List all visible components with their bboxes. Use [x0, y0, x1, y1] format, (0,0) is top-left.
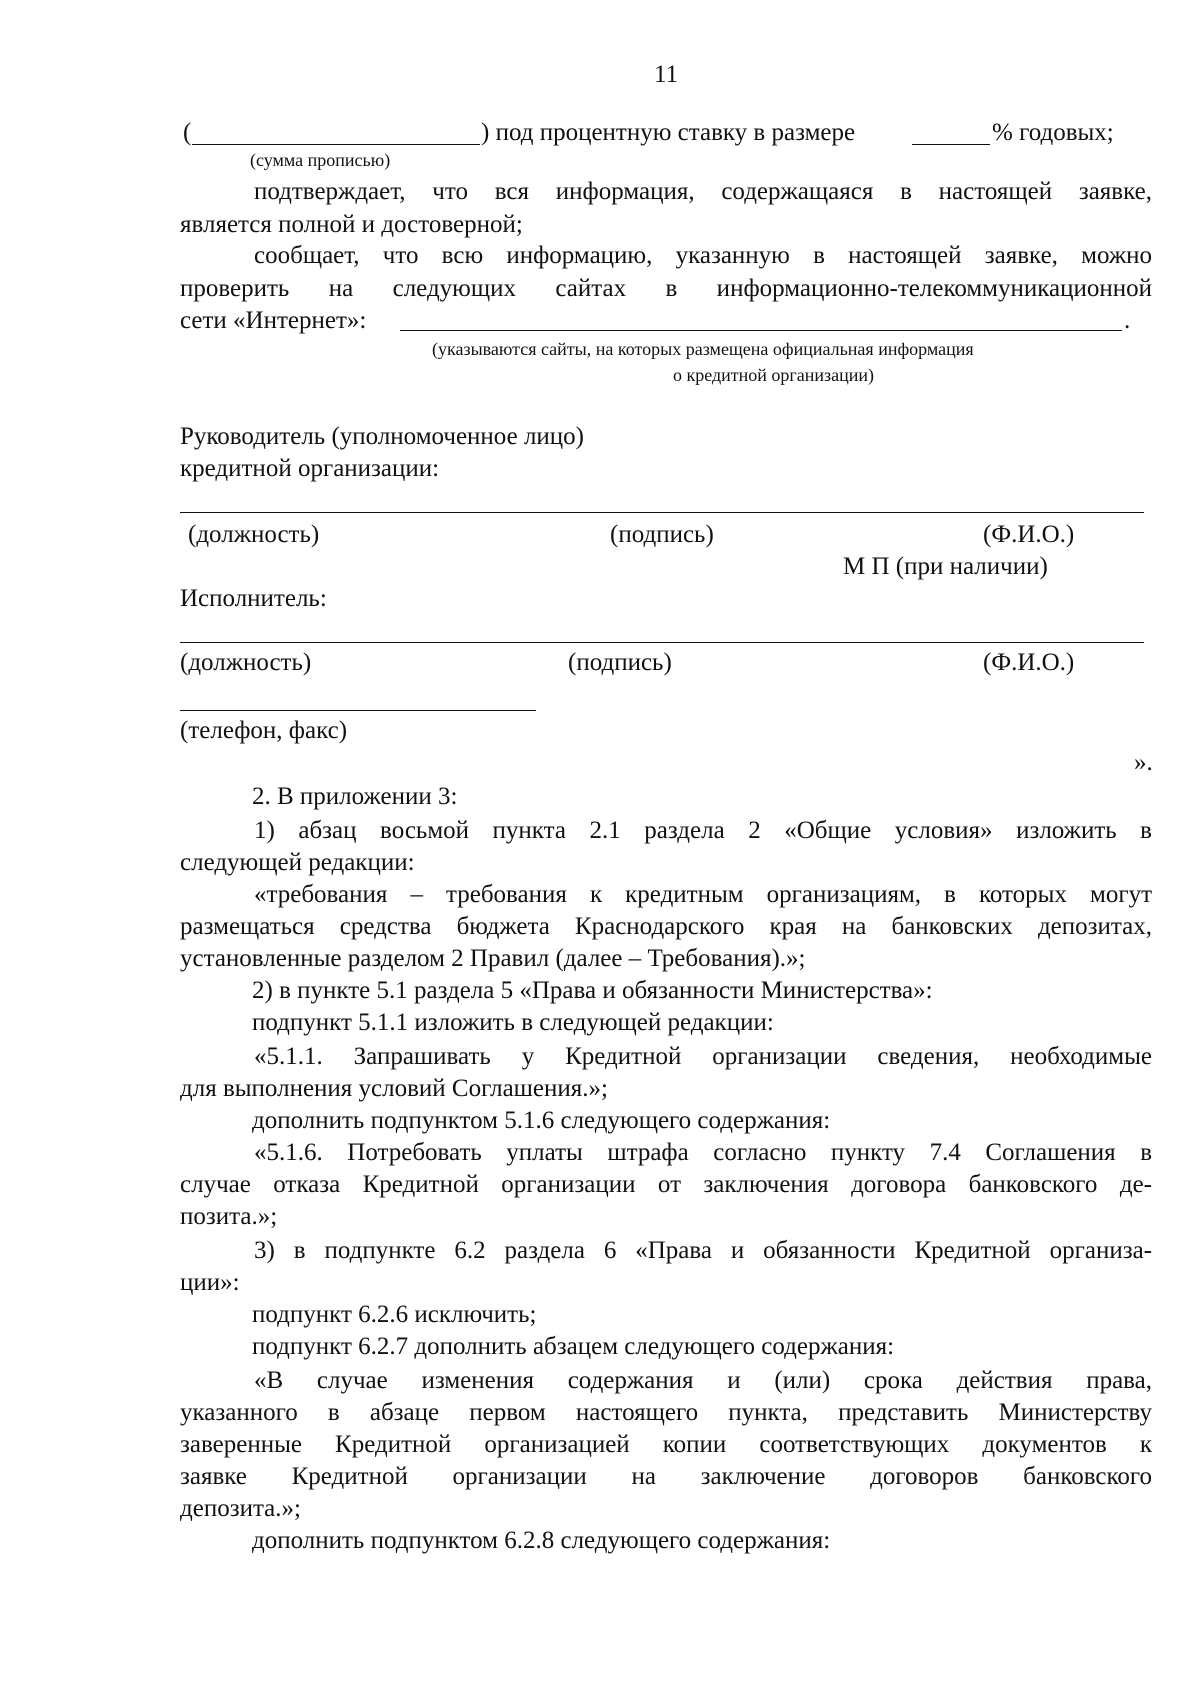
- item-1-line-2: следующей редакции:: [180, 849, 415, 876]
- executor-position-caption: (должность): [180, 649, 312, 676]
- item-3-line-1: 3) в подпункте 6.2 раздела 6 «Права и обязанности Кредитной организа-: [254, 1237, 1152, 1264]
- percent-text: % годовых;: [992, 119, 1114, 146]
- stamp-caption: М П (при наличии): [843, 553, 1048, 580]
- subitem-6-2-7-line-5: депозита.»;: [180, 1495, 301, 1522]
- item-1-line-1: 1) абзац восьмой пункта 2.1 раздела 2 «Общие условия» изложить в: [254, 817, 1152, 844]
- subitem-6-2-8-intro: дополнить подпунктом 6.2.8 следующего содержания:: [252, 1527, 831, 1554]
- head-title-2: кредитной организации:: [180, 455, 440, 482]
- sites-blank-line[interactable]: [400, 330, 1122, 331]
- subitem-5-1-1-intro: подпункт 5.1.1 изложить в следующей редакции:: [252, 1009, 774, 1036]
- subitem-5-1-1-line-2: для выполнения условий Соглашения.»;: [180, 1075, 608, 1102]
- sites-caption-1: (указываются сайты, на которых размещена официальная информация: [432, 339, 974, 359]
- confirm-line-1: подтверждает, что вся информация, содержащаяся в настоящей заявке,: [254, 178, 1152, 205]
- subitem-5-1-1-line-1: «5.1.1. Запрашивать у Кредитной организации сведения, необходимые: [254, 1043, 1152, 1070]
- report-line-1: сообщает, что всю информацию, указанную в настоящей заявке, можно: [254, 242, 1152, 269]
- rate-text: ) под процентную ставку в размере: [481, 119, 856, 146]
- amount-blank-line[interactable]: [192, 144, 480, 145]
- report-line-2: проверить на следующих сайтах в информационно-телекоммуникационной: [180, 275, 1152, 302]
- phone-line[interactable]: [180, 710, 536, 711]
- subitem-5-1-6-line-2: случае отказа Кредитной организации от заключения договора банковского де-: [180, 1171, 1152, 1198]
- report-end-dot: .: [1124, 307, 1131, 334]
- subitem-6-2-7-intro: подпункт 6.2.7 дополнить абзацем следующего содержания:: [252, 1333, 895, 1360]
- head-sign-caption: (подпись): [610, 521, 714, 548]
- report-line-3: сети «Интернет»:: [180, 307, 367, 334]
- subitem-5-1-6-intro: дополнить подпунктом 5.1.6 следующего содержания:: [252, 1107, 831, 1134]
- sites-caption-2: о кредитной организации): [673, 365, 875, 385]
- subitem-6-2-7-line-1: «В случае изменения содержания и (или) срока действия права,: [254, 1367, 1152, 1394]
- rate-blank-line[interactable]: [912, 144, 990, 145]
- confirm-line-2: является полной и достоверной;: [180, 211, 523, 238]
- item-3-line-2: ции»:: [180, 1269, 240, 1296]
- paragraph-appendix-3: 2. В приложении 3:: [252, 783, 458, 810]
- head-position-caption: (должность): [188, 521, 320, 548]
- item-2: 2) в пункте 5.1 раздела 5 «Права и обязанности Министерства»:: [252, 977, 933, 1004]
- subitem-6-2-6: подпункт 6.2.6 исключить;: [252, 1301, 537, 1328]
- subitem-5-1-6-line-1: «5.1.6. Потребовать уплаты штрафа согласно пункту 7.4 Соглашения в: [254, 1139, 1152, 1166]
- amount-caption: (сумма прописью): [250, 150, 391, 170]
- head-title-1: Руководитель (уполномоченное лицо): [180, 423, 585, 450]
- executor-sign-caption: (подпись): [568, 649, 672, 676]
- subitem-5-1-6-line-3: позита.»;: [180, 1203, 278, 1230]
- amount-paren-open: (: [183, 119, 192, 146]
- page-number: 11: [654, 61, 679, 88]
- closing-quote: ».: [1134, 749, 1153, 776]
- subitem-6-2-7-line-3: заверенные Кредитной организацией копии соответствующих документов к: [180, 1431, 1152, 1458]
- requirements-line-2: размещаться средства бюджета Краснодарского края на банковских депозитах,: [180, 913, 1152, 940]
- head-fio-caption: (Ф.И.О.): [983, 521, 1075, 548]
- executor-title: Исполнитель:: [180, 585, 327, 612]
- head-signature-line[interactable]: [180, 512, 1144, 513]
- executor-fio-caption: (Ф.И.О.): [983, 649, 1075, 676]
- subitem-6-2-7-line-4: заявке Кредитной организации на заключение договоров банковского: [180, 1463, 1152, 1490]
- executor-signature-line[interactable]: [180, 642, 1144, 643]
- requirements-line-3: установленные разделом 2 Правил (далее – Требования).»;: [180, 945, 806, 972]
- requirements-line-1: «требования – требования к кредитным организациям, в которых могут: [254, 881, 1152, 908]
- subitem-6-2-7-line-2: указанного в абзаце первом настоящего пункта, представить Министерству: [180, 1399, 1152, 1426]
- phone-caption: (телефон, факс): [180, 717, 348, 744]
